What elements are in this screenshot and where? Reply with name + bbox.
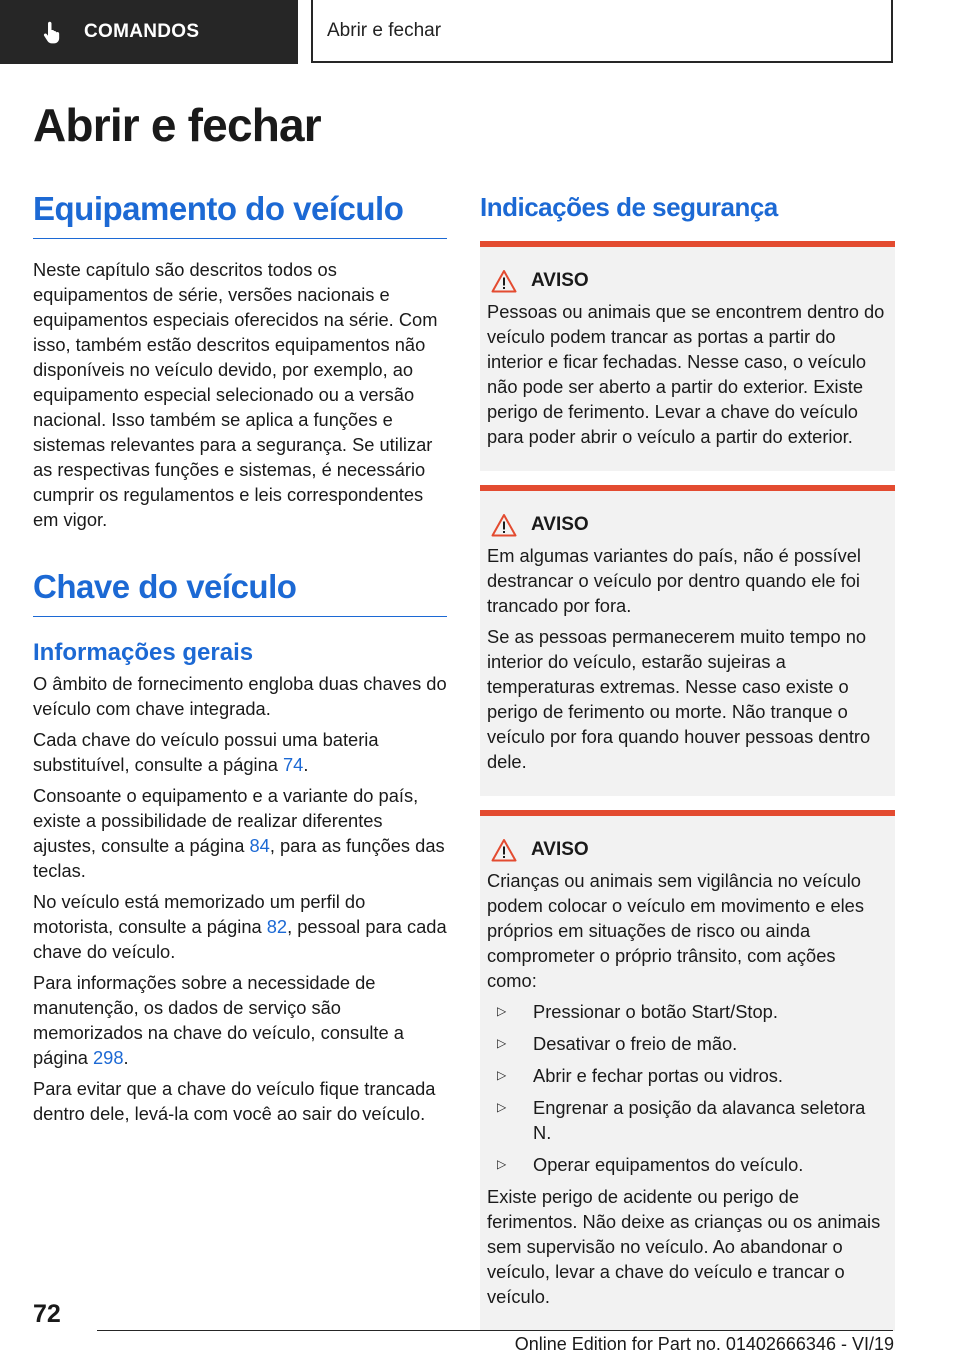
bullet-list xyxy=(487,999,887,1177)
safety-heading: Indicações de segurança xyxy=(480,192,778,222)
list-item: ▷ Engrenar a posição da alavanca seletora N. xyxy=(497,1097,866,1143)
left-column xyxy=(33,190,447,1132)
hand-pointer-icon xyxy=(40,19,66,45)
paragraph: Para informações sobre a necessidade de manutenção, os dados de serviço são memorizados na chave do veículo, consulte a página 298. xyxy=(33,972,404,1068)
section-tab[interactable] xyxy=(311,0,893,63)
info-heading: Informações gerais xyxy=(33,639,254,666)
list-item: ▷ Pressionar o botão Start/Stop. xyxy=(497,1001,778,1022)
warning-text: Em algumas variantes do país, não é possível destrancar o veículo por dentro quando ele foi trancado por fora. xyxy=(487,545,861,616)
page-number: 72 xyxy=(33,1300,61,1328)
paragraph: Para evitar que a chave do veículo fique trancada dentro dele, levá-la com você ao sair do veículo. xyxy=(33,1078,436,1124)
warning-box xyxy=(480,241,895,471)
key-heading: Chave do veículo xyxy=(33,568,447,617)
bullet-triangle-icon: ▷ xyxy=(497,1157,507,1171)
paragraph: O âmbito de fornecimento engloba duas chaves do veículo com chave integrada. xyxy=(33,673,447,719)
warning-text: Pessoas ou animais que se encontrem dentro do veículo podem trancar as portas a partir do interior e ficar fechadas. Nesse caso, o veículo não pode ser aberto a partir do exterior. Existe perigo de ferimento. Levar a chave do veículo para poder abrir o veículo a partir do exterior. xyxy=(487,301,885,447)
warning-label: AVISO xyxy=(531,270,589,291)
chapter-label: COMANDOS xyxy=(84,21,200,42)
page-title: Abrir e fechar xyxy=(33,99,321,151)
warning-text: Existe perigo de acidente ou perigo de ferimentos. Não deixe as crianças ou os animais sem supervisão no veículo. Ao abandonar o veículo, levar a chave do veículo e trancar o veículo. xyxy=(487,1186,881,1307)
list-item: ▷ Abrir e fechar portas ou vidros. xyxy=(497,1065,783,1086)
list-item: ▷ Operar equipamentos do veículo. xyxy=(497,1154,804,1175)
chapter-tab[interactable] xyxy=(0,0,298,64)
bullet-triangle-icon: ▷ xyxy=(497,1004,507,1018)
paragraph: Consoante o equipamento e a variante do país, existe a possibilidade de realizar diferentes ajustes, consulte a página 84, para as funções das teclas. xyxy=(33,785,445,881)
page-link[interactable]: 84 xyxy=(249,835,270,856)
equipment-text: Neste capítulo são descritos todos os equipamentos de série, versões nacionais e equipamentos especiais oferecidos na série. Com isso, também estão descritos equipamentos não disponíveis no veículo devido, por exemplo, ao equipamento especial selecionado ou a versão nacional. Isso também se aplica a funções e sistemas relevantes para a segurança. Se utilizar as respectivas funções e sistemas, é necessário cumprir os regulamentos e leis correspondentes em vigor. xyxy=(33,259,438,530)
edition-footer: Online Edition for Part no. 01402666346 - VI/19 xyxy=(514,1334,894,1354)
bullet-triangle-icon: ▷ xyxy=(497,1068,507,1082)
right-column xyxy=(480,190,895,1345)
warning-label: AVISO xyxy=(531,514,589,535)
bullet-triangle-icon: ▷ xyxy=(497,1036,507,1050)
paragraph: No veículo está memorizado um perfil do motorista, consulte a página 82, pessoal para cada chave do veículo. xyxy=(33,891,447,962)
warning-box xyxy=(480,485,895,796)
paragraph: Cada chave do veículo possui uma bateria substituível, consulte a página 74. xyxy=(33,729,379,775)
page-link[interactable]: 298 xyxy=(92,1047,124,1068)
warning-text: Se as pessoas permanecerem muito tempo no interior do veículo, estarão sujeiras a temperaturas extremas. Nesse caso existe o perigo de ferimento ou morte. Não tranque o veículo por fora quando houver pessoas dentro dele. xyxy=(487,626,871,772)
list-item: ▷ Desativar o freio de mão. xyxy=(497,1033,738,1054)
warning-triangle-icon xyxy=(491,838,517,862)
section-label: Abrir e fechar xyxy=(327,19,442,41)
equipment-heading: Equipamento do veículo xyxy=(33,190,447,239)
warning-triangle-icon xyxy=(491,269,517,293)
warning-text: Crianças ou animais sem vigilância no veículo podem colocar o veículo em movimento e eles próprios em situações de risco ou ainda comprometer o próprio trânsito, com ações como: xyxy=(487,870,864,991)
warning-triangle-icon xyxy=(491,513,517,537)
footer-divider xyxy=(97,1330,893,1331)
page-link[interactable]: 82 xyxy=(266,916,288,937)
warning-box xyxy=(480,810,895,1331)
warning-label: AVISO xyxy=(531,839,589,860)
page-link[interactable]: 74 xyxy=(283,754,304,775)
bullet-triangle-icon: ▷ xyxy=(497,1100,507,1114)
